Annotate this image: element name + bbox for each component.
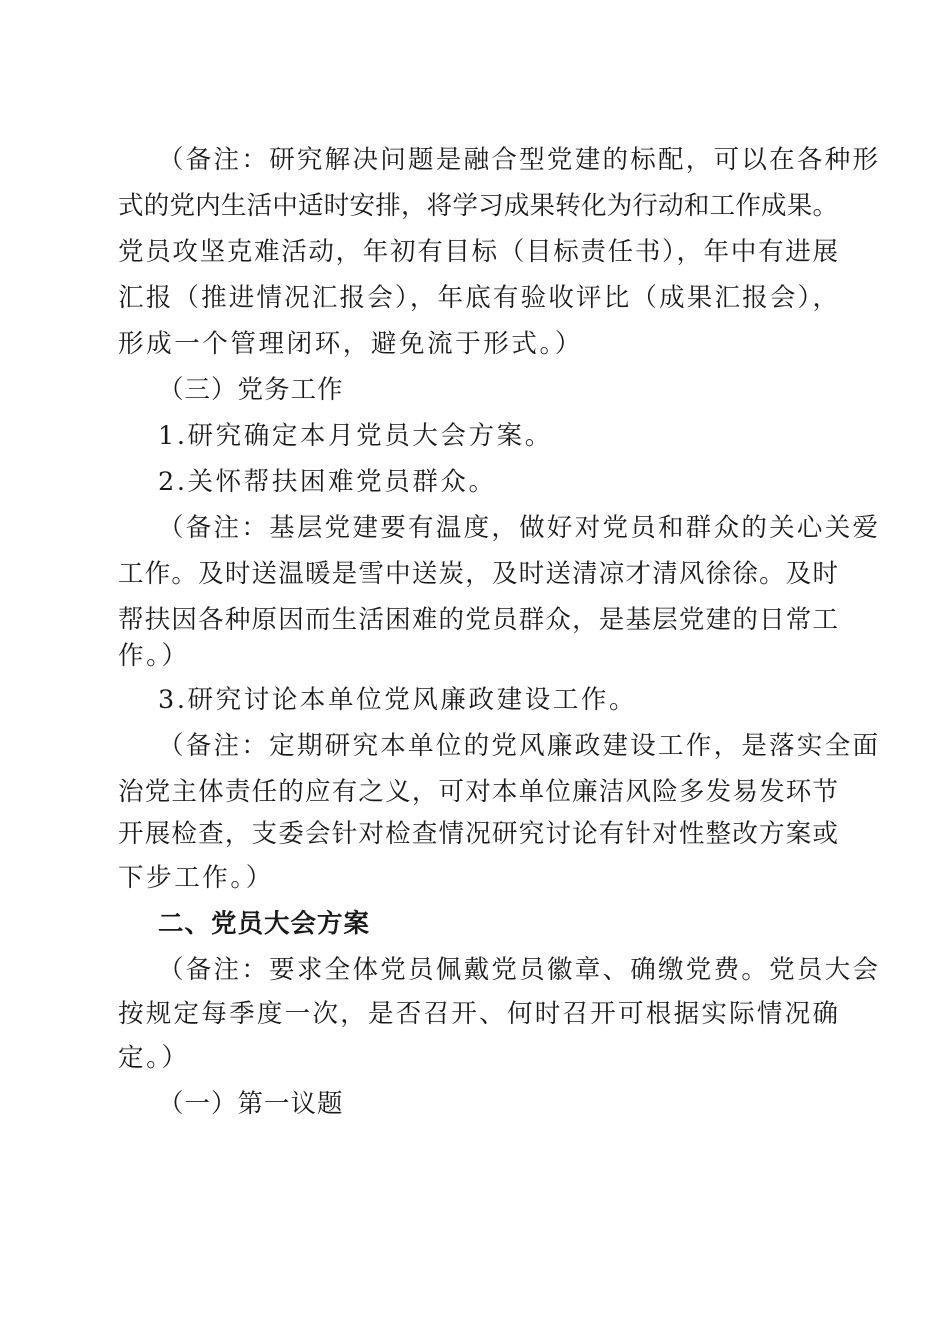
paragraph-line: 开展检查，支委会针对检查情况研究讨论有针对性整改方案或 xyxy=(118,819,838,849)
paragraph-line: 下步工作。） xyxy=(118,863,274,893)
section-heading: （一）第一议题 xyxy=(158,1089,344,1119)
paragraph-line: 汇报（推进情况汇报会），年底有验收评比（成果汇报会）， xyxy=(118,283,838,313)
list-item: 1.研究确定本月党员大会方案。 xyxy=(158,421,553,451)
paragraph-line: 治党主体责任的应有之义，可对本单位廉洁风险多发易发环节 xyxy=(118,777,838,807)
section-heading: （三）党务工作 xyxy=(158,375,344,405)
paragraph-line: （备注：研究解决问题是融合型党建的标配，可以在各种形 xyxy=(158,145,878,175)
paragraph-line: 形成一个管理闭环，避免流于形式。） xyxy=(118,329,583,359)
paragraph-line: 党员攻坚克难活动，年初有目标（目标责任书），年中有进展 xyxy=(118,237,838,267)
paragraph-line: （备注：定期研究本单位的党风廉政建设工作，是落实全面 xyxy=(158,731,878,761)
section-heading: 二、党员大会方案 xyxy=(158,909,371,939)
list-item: 3.研究讨论本单位党风廉政建设工作。 xyxy=(158,685,638,715)
paragraph-line: 按规定每季度一次，是否召开、何时召开可根据实际情况确 xyxy=(118,999,838,1029)
paragraph-line: （备注：要求全体党员佩戴党员徽章、确缴党费。党员大会 xyxy=(158,955,878,985)
paragraph-line: 式的党内生活中适时安排，将学习成果转化为行动和工作成果。 xyxy=(118,191,838,221)
paragraph-line: （备注：基层党建要有温度，做好对党员和群众的关心关爱 xyxy=(158,513,878,543)
list-item: 2.关怀帮扶困难党员群众。 xyxy=(158,467,497,497)
paragraph-line: 工作。及时送温暖是雪中送炭，及时送清凉才清风徐徐。及时 xyxy=(118,559,838,589)
paragraph-line: 作。） xyxy=(118,641,190,671)
paragraph-line: 帮扶因各种原因而生活困难的党员群众，是基层党建的日常工 xyxy=(118,605,838,635)
paragraph-line: 定。） xyxy=(118,1043,190,1073)
